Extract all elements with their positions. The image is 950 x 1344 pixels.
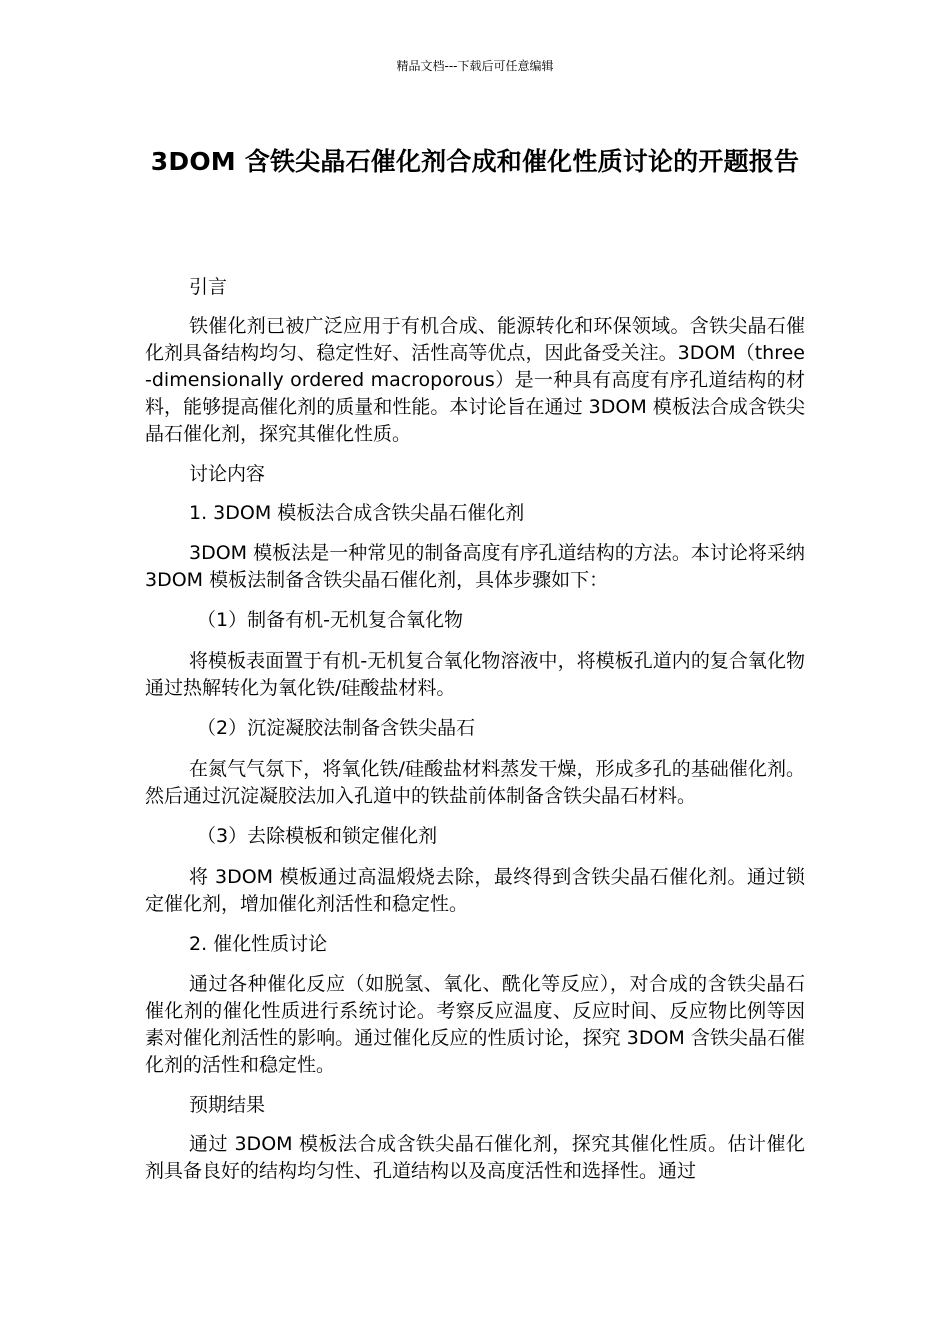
section-heading-results: 预期结果	[189, 1094, 266, 1116]
document-title: 3DOM 含铁尖晶石催化剂合成和催化性质讨论的开题报告	[150, 147, 800, 176]
paragraph-results: 通过 3DOM 模板法合成含铁尖晶石催化剂，探究其催化性质。估计催化剂具备良好的结构均匀性、孔道结构以及高度活性和选择性。通过	[145, 1133, 805, 1182]
step-heading-1: （1）制备有机-无机复合氧化物	[197, 609, 463, 631]
paragraph-step-3: 将 3DOM 模板通过高温煅烧去除，最终得到含铁尖晶石催化剂。通过锁定催化剂，增加催化剂活性和稳定性。	[145, 866, 805, 915]
paragraph-step-2: 在氮气气氛下，将氧化铁/硅酸盐材料蒸发干燥，形成多孔的基础催化剂。然后通过沉淀凝胶法加入孔道中的铁盐前体制备含铁尖晶石材料。	[145, 758, 805, 807]
subheading-item-2: 2. 催化性质讨论	[189, 933, 328, 955]
step-heading-2: （2）沉淀凝胶法制备含铁尖晶石	[197, 717, 476, 739]
paragraph-item-2: 通过各种催化反应（如脱氢、氧化、酰化等反应），对合成的含铁尖晶石催化剂的催化性质进行系统讨论。考察反应温度、反应时间、反应物比例等因素对催化剂活性的影响。通过催化反应的性质讨论，探究 3DOM 含铁尖晶石催化剂的活性和稳定性。	[145, 973, 805, 1076]
paragraph-step-1: 将模板表面置于有机-无机复合氧化物溶液中，将模板孔道内的复合氧化物通过热解转化为氧化铁/硅酸盐材料。	[145, 650, 805, 699]
document-body	[145, 272, 805, 1198]
subheading-item-1: 1. 3DOM 模板法合成含铁尖晶石催化剂	[189, 502, 525, 524]
section-heading-intro: 引言	[189, 276, 228, 298]
step-heading-3: （3）去除模板和锁定催化剂	[197, 825, 438, 847]
section-heading-content: 讨论内容	[189, 463, 266, 485]
page-header-note: 精品文档---下载后可任意编辑	[396, 59, 554, 73]
paragraph-intro: 铁催化剂已被广泛应用于有机合成、能源转化和环保领域。含铁尖晶石催化剂具备结构均匀、稳定性好、活性高等优点，因此备受关注。3DOM（three-dimensionally ordered macroporous）是一种具有高度有序孔道结构的材料，能够提高催化剂的质量和性能。本讨论旨在通过 3DOM 模板法合成含铁尖晶石催化剂，探究其催化性质。	[145, 315, 805, 445]
paragraph-item-1: 3DOM 模板法是一种常见的制备高度有序孔道结构的方法。本讨论将采纳 3DOM 模板法制备含铁尖晶石催化剂，具体步骤如下：	[145, 542, 805, 591]
